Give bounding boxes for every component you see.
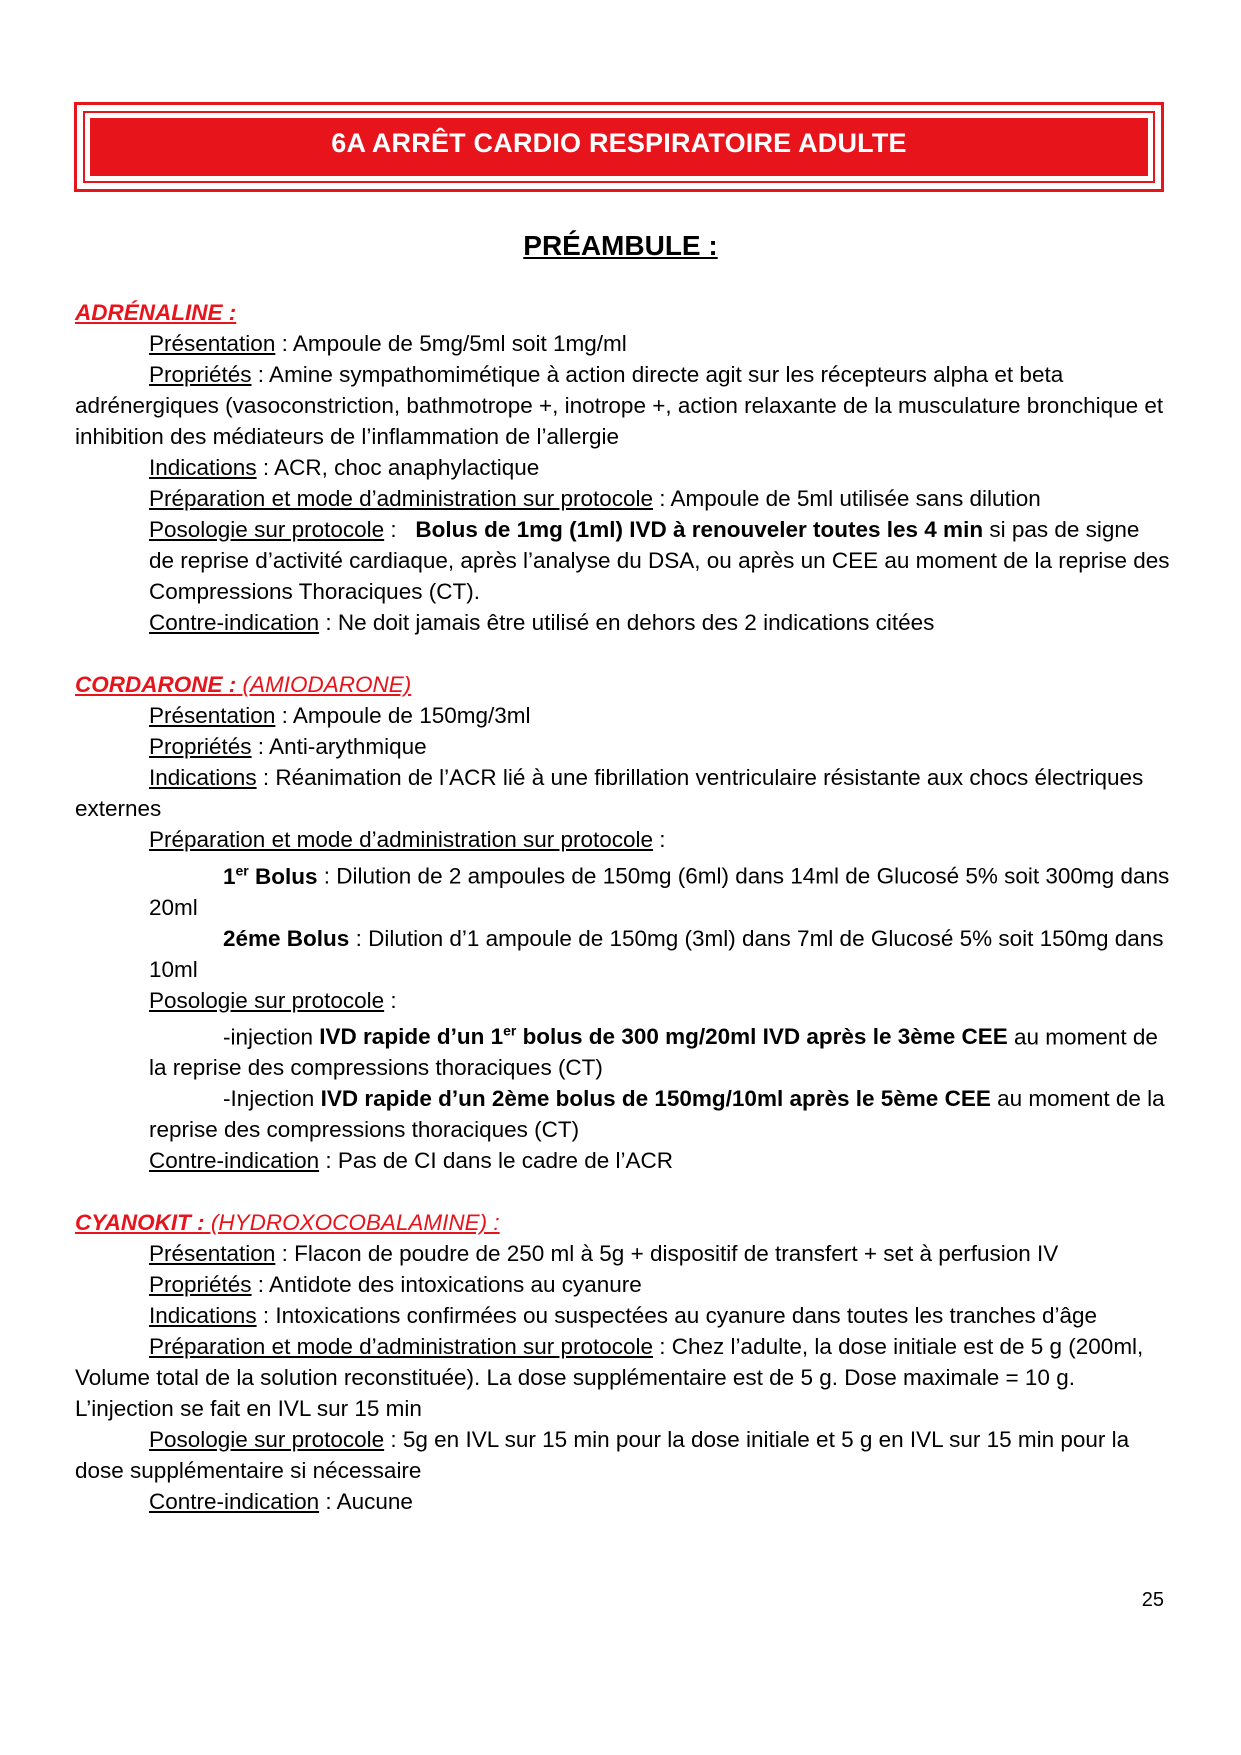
field-bold [223,864,318,889]
contre-indication-line [75,607,1170,638]
field-label: Préparation et mode d’administration sur protocole [149,827,654,852]
field-label: Propriétés [149,1272,252,1297]
bolus2-line [75,923,1170,985]
contre-indication-line [75,1486,1170,1517]
field-label: Posologie sur protocole [149,517,385,542]
field-text: : Dilution de 2 ampoules de 150mg (6ml) dans 14ml de Glucosé 5% soit 300mg dans 20ml [149,863,1170,920]
field-text: : Chez l’adulte, la dose initiale est de 5 g (200ml, Volume total de la solution reconstituée). La dose supplémentaire est de 5 g. Dose maximale = 10 g. L’injection se fait en IVL sur 15 min [75,1334,1144,1421]
field-label: Posologie sur protocole [149,1427,385,1452]
field-label: Posologie sur protocole [149,987,385,1013]
bold-part: bolus de 300 mg/20ml IVD après le 3ème CEE [516,1024,1008,1049]
indications-line [75,762,1170,824]
presentation-line [75,328,1170,359]
proprietes-line [75,1269,1170,1300]
field-bold: Bolus de 1mg (1ml) IVD à renouveler toutes les 4 min [415,517,984,542]
field-label: Contre-indication [149,1489,320,1514]
field-label: Indications [149,1303,257,1328]
injection1-line [75,1016,1170,1084]
section-heading: PRÉAMBULE : [523,230,718,261]
drug-subtitle: (AMIODARONE) [236,672,412,697]
drug-cyanokit [75,1207,1170,1517]
field-text: : Aucune [319,1489,413,1514]
field-text: : Ampoule de 150mg/3ml [275,703,531,728]
page-number: 25 [1141,1589,1164,1611]
preparation-line [75,1331,1170,1424]
contre-indication-line [75,1145,1170,1176]
field-text: : Flacon de poudre de 250 ml à 5g + dispositif de transfert + set à perfusion IV [275,1241,1059,1266]
field-text: : Dilution d’1 ampoule de 150mg (3ml) dans 7ml de Glucosé 5% soit 150mg dans 10ml [149,925,1164,982]
drug-subtitle: (HYDROXOCOBALAMINE) : [204,1210,500,1235]
field-label: Présentation [149,1241,276,1266]
bold-part: IVD rapide d’un 1 [319,1024,504,1049]
indications-line [75,452,1170,483]
field-label: Indications [149,765,257,790]
title-banner-inner [89,117,1149,177]
drug-name: CYANOKIT : [75,1210,205,1235]
field-text: : [384,517,416,542]
field-label: Propriétés [149,734,252,759]
drug-cordarone [75,669,1170,1176]
field-text: : Réanimation de l’ACR lié à une fibrillation ventriculaire résistante aux chocs électriques externes [75,765,1144,821]
field-text: : Ne doit jamais être utilisé en dehors des 2 indications citées [319,610,935,635]
presentation-line [75,1238,1170,1269]
field-text: au moment de la reprise des compressions thoraciques (CT) [149,1086,1165,1142]
preparation-line [75,824,1170,855]
field-text: au moment de la reprise des compressions thoraciques (CT) [149,1024,1158,1080]
posologie-line [75,985,1170,1016]
field-text: -Injection [223,1086,321,1111]
field-label: Préparation et mode d’administration sur protocole [149,486,654,511]
superscript: er [235,862,249,878]
field-label: Préparation et mode d’administration sur protocole [149,1334,654,1359]
field-text: : ACR, choc anaphylactique [256,455,540,480]
posologie-line [75,1424,1170,1486]
page-title: 6A ARRÊT CARDIO RESPIRATOIRE ADULTE [331,128,907,158]
injection2-line [75,1083,1170,1145]
drug-title [75,1207,1170,1238]
document-body [75,297,1170,1548]
field-bold [319,1024,1007,1049]
field-text: : Ampoule de 5ml utilisée sans dilution [653,486,1041,511]
proprietes-line [75,359,1170,452]
field-text: : Anti-arythmique [251,734,427,759]
field-label: Propriétés [149,362,252,387]
bolus-label: Bolus [248,863,318,889]
preparation-line [75,483,1170,514]
field-text: : Amine sympathomimétique à action directe agit sur les récepteurs alpha et beta adrénergiques (vasoconstriction, bathmotrope +, inotrope +, action relaxante de la musculature bronchique et inhibition des médiateurs de l’inflammation de l’allergie [75,362,1164,449]
drug-name: CORDARONE : [75,672,237,697]
field-bold: IVD rapide d’un 2ème bolus de 150mg/10ml après le 5ème CEE [320,1086,991,1111]
drug-adrenaline [75,297,1170,638]
field-text: si pas de signe de reprise d’activité cardiaque, après l’analyse du DSA, ou après un CEE au moment de la reprise des Compressions Thoraciques (CT). [149,517,1170,604]
indications-line [75,1300,1170,1331]
drug-title [75,669,1170,700]
presentation-line [75,700,1170,731]
proprietes-line [75,731,1170,762]
title-banner [74,102,1164,192]
field-text: : Ampoule de 5mg/5ml soit 1mg/ml [275,331,627,356]
field-text: : Pas de CI dans le cadre de l’ACR [319,1148,674,1173]
bolus1-line [75,855,1170,923]
field-label: Contre-indication [149,1148,320,1173]
field-label: Contre-indication [149,610,320,635]
field-text: -injection [223,1024,320,1049]
bolus-number: 1 [223,863,236,889]
drug-title: ADRÉNALINE : [75,300,237,325]
field-bold: 2éme Bolus [223,925,350,951]
field-label: Présentation [149,703,276,728]
field-label: Présentation [149,331,276,356]
field-text: : [384,987,397,1013]
field-text: : Intoxications confirmées ou suspectées au cyanure dans toutes les tranches d’âge [256,1303,1098,1328]
posologie-line [75,514,1170,607]
field-label: Indications [149,455,257,480]
field-text: : [653,827,666,852]
field-text: : 5g en IVL sur 15 min pour la dose initiale et 5 g en IVL sur 15 min pour la dose supplémentaire si nécessaire [75,1427,1130,1483]
field-text: : Antidote des intoxications au cyanure [251,1272,642,1297]
superscript: er [503,1022,517,1039]
